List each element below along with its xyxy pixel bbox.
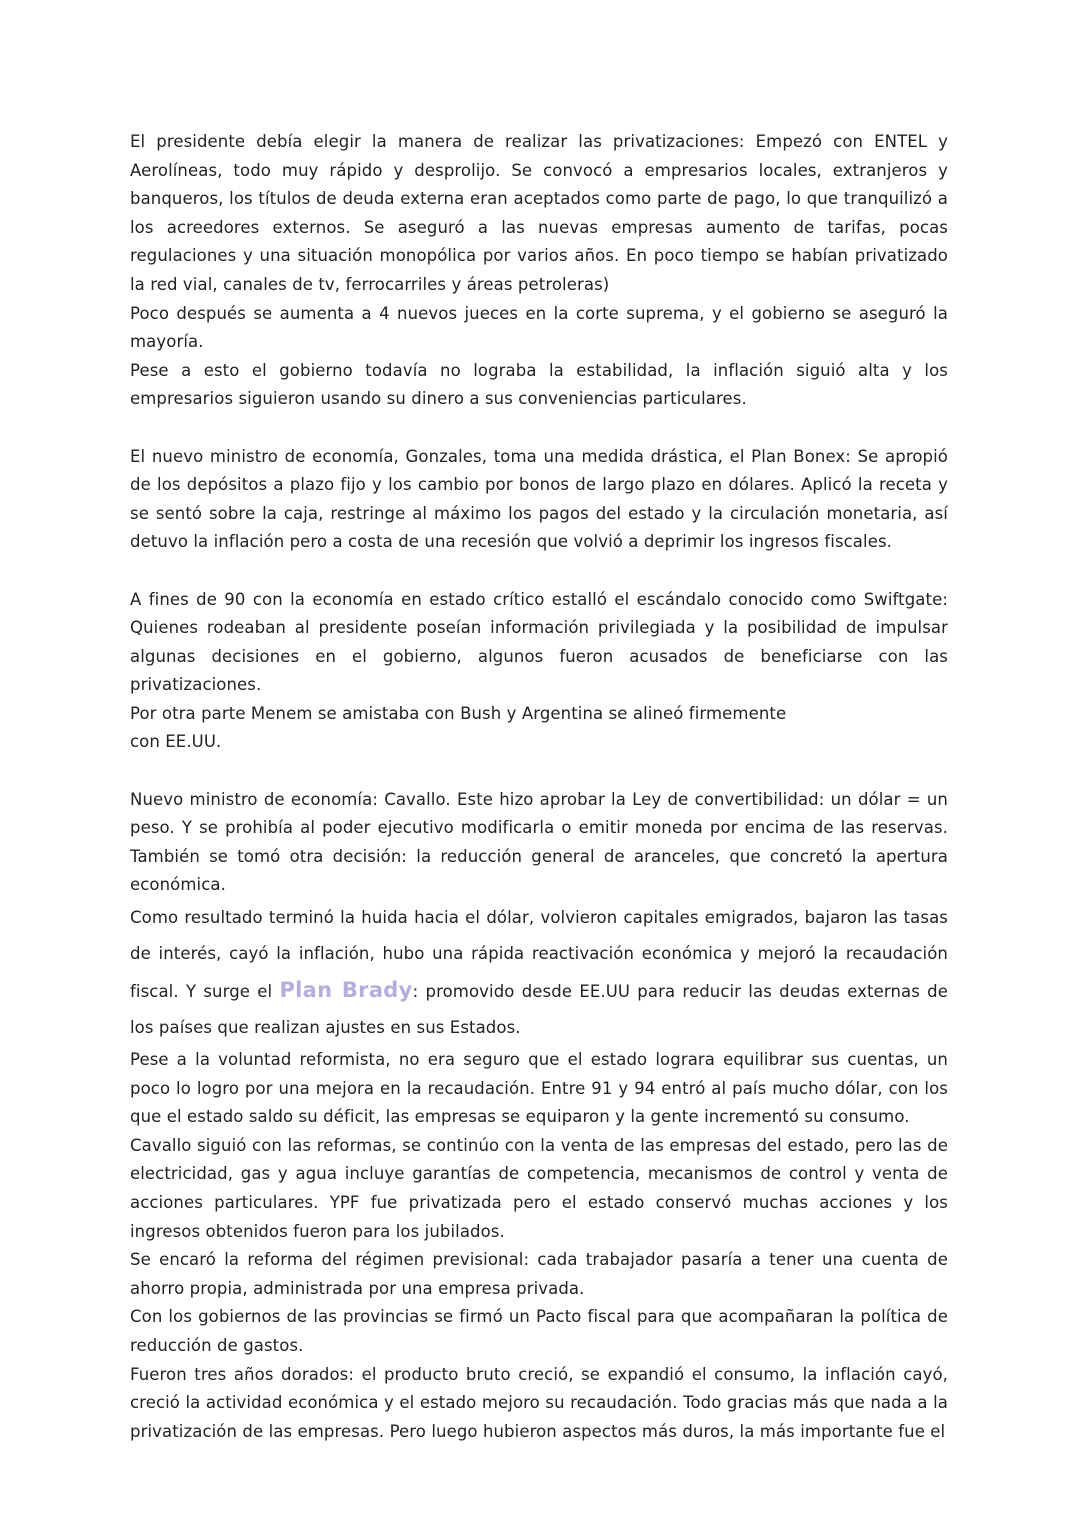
paragraph-gap [130, 414, 948, 443]
paragraph-gap [130, 757, 948, 786]
plan-brady-lead-text: Como resultado terminó la huida hacia el dólar, volvieron capitales emigrados, bajaron las tasas de interés, cayó la inflación, hubo una rápida reactivación económica y mejoró la recaudación fiscal. Y surge el [130, 908, 948, 1002]
paragraph-swiftgate: A fines de 90 con la economía en estado crítico estalló el escándalo conocido como Swiftgate: Quienes rodeaban al presidente poseían información privilegiada y la posibilidad de impulsar algunas decisiones en el gobierno, algunos fueron acusados de beneficiarse con las privatizaciones. [130, 589, 948, 695]
paragraph-convertibilidad: Nuevo ministro de economía: Cavallo. Este hizo aprobar la Ley de convertibilidad: un dólar = un peso. Y se prohibía al poder ejecutivo modificarla o emitir moneda por encima de las reservas. También se tomó otra decisión: la reducción general de aranceles, que concretó la apertura económica. [130, 789, 948, 895]
plan-brady-description: : promovido desde EE.UU para reducir las deudas externas de los países que realizan ajustes en sus Estados. [130, 982, 948, 1038]
paragraph-reformas: Cavallo siguió con las reformas, se continúo con la venta de las empresas del estado, pero las de electricidad, gas y agua incluye garantías de competencia, mecanismos de control y venta de acciones particulares. YPF fue privatizada pero el estado conservó muchas acciones y los ingresos obtenidos fueron para los jubilados. [130, 1135, 948, 1241]
paragraph-eeuu: con EE.UU. [130, 732, 222, 752]
paragraph-gap [130, 557, 948, 586]
plan-brady-highlight: Plan Brady [279, 978, 413, 1003]
paragraph-plan-brady [130, 900, 948, 1046]
paragraph-pacto-fiscal: Con los gobiernos de las provincias se firmó un Pacto fiscal para que acompañaran la política de reducción de gastos. [130, 1307, 948, 1355]
paragraph-menem-bush: Por otra parte Menem se amistaba con Bush y Argentina se alineó firmemente [130, 703, 787, 723]
paragraph-privatizaciones: El presidente debía elegir la manera de realizar las privatizaciones: Empezó con ENTEL y Aerolíneas, todo muy rápido y desprolijo. Se convocó a empresarios locales, extranjeros y banqueros, los títulos de deuda externa eran aceptados como parte de pago, lo que tranquilizó a los acreedores externos. Se aseguró a las nuevas empresas aumento de tarifas, pocas regulaciones y una situación monopólica por varios años. En poco tiempo se habían privatizado la red vial, canales de tv, ferrocarriles y áreas petroleras) [130, 132, 948, 294]
paragraph-anos-dorados: Fueron tres años dorados: el producto bruto creció, se expandió el consumo, la inflación cayó, creció la actividad económica y el estado mejoro su recaudación. Todo gracias más que nada a la privatización de las empresas. Pero luego hubieron aspectos más duros, la más importante fue el [130, 1364, 948, 1441]
document-body [130, 128, 948, 1446]
paragraph-recaudacion: Pese a la voluntad reformista, no era seguro que el estado lograra equilibrar sus cuentas, un poco lo logro por una mejora en la recaudación. Entre 91 y 94 entró al país mucho dólar, con los que el estado saldo su déficit, las empresas se equiparon y la gente incrementó su consumo. [130, 1050, 948, 1127]
paragraph-plan-bonex: El nuevo ministro de economía, Gonzales, toma una medida drástica, el Plan Bonex: Se apropió de los depósitos a plazo fijo y los cambio por bonos de largo plazo en dólares. Aplicó la receta y se sentó sobre la caja, restringe al máximo los pagos del estado y la circulación monetaria, así detuvo la inflación pero a costa de una recesión que volvió a deprimir los ingresos fiscales. [130, 446, 948, 552]
paragraph-regimen-previsional: Se encaró la reforma del régimen previsional: cada trabajador pasaría a tener una cuenta de ahorro propia, administrada por una empresa privada. [130, 1250, 948, 1298]
paragraph-estabilidad: Pese a esto el gobierno todavía no lograba la estabilidad, la inflación siguió alta y los empresarios siguieron usando su dinero a sus conveniencias particulares. [130, 360, 948, 409]
paragraph-corte-suprema: Poco después se aumenta a 4 nuevos jueces en la corte suprema, y el gobierno se aseguró la mayoría. [130, 303, 948, 352]
